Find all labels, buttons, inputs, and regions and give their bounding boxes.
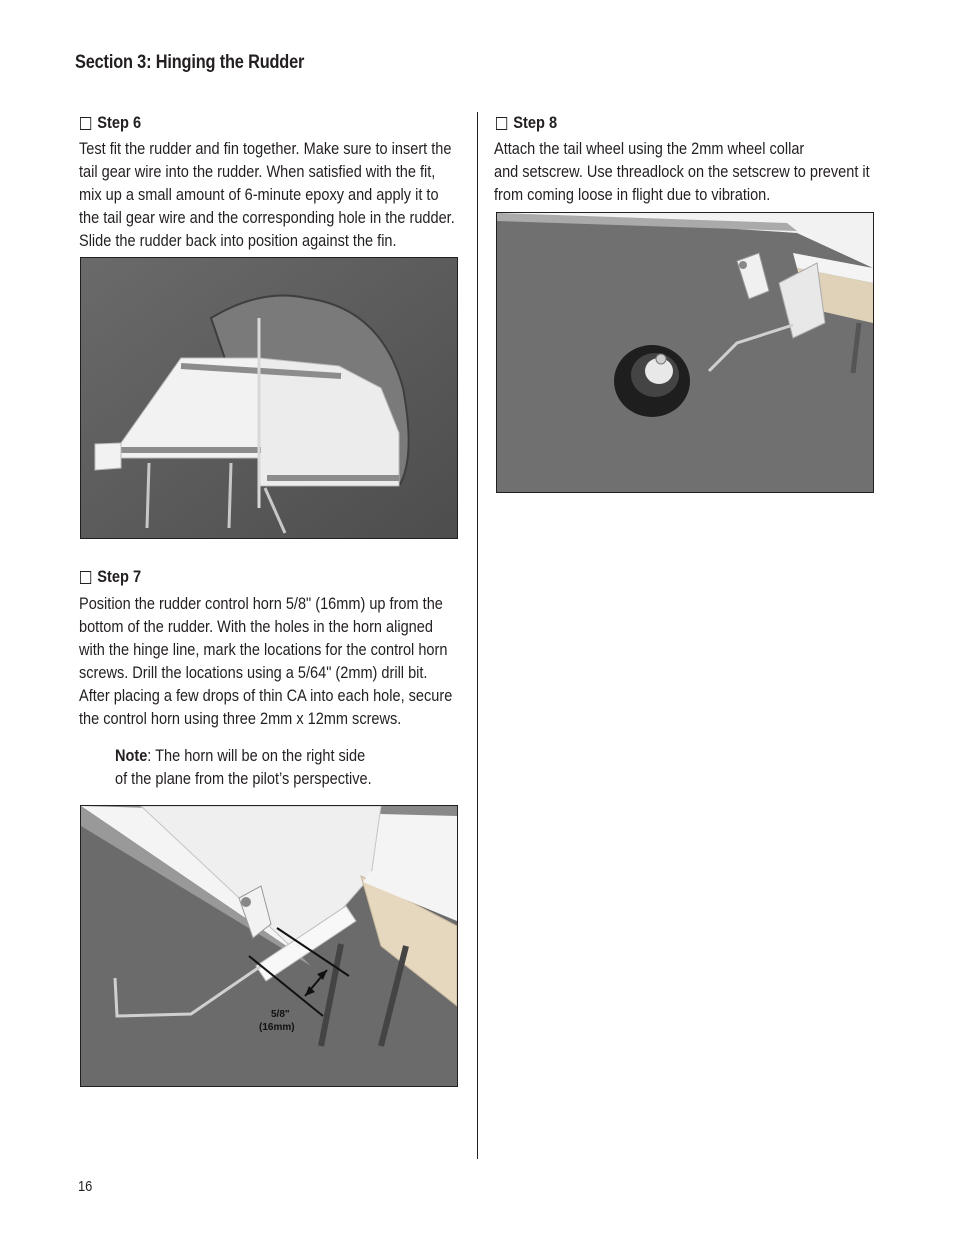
step-6-label: Step 6 xyxy=(97,113,142,132)
note-label: Note xyxy=(115,746,148,765)
step-7-line: After placing a few drops of thin CA into each hole, secure xyxy=(79,686,453,705)
tail-wheel-photo xyxy=(496,212,874,493)
step-8-text xyxy=(494,137,870,206)
step-7-text xyxy=(79,592,452,730)
step-7-line: Position the rudder control horn 5/8" (16mm) up from the xyxy=(79,594,443,613)
step-8-line: and setscrew. Use threadlock on the setscrew to prevent it xyxy=(494,162,870,181)
step-6-line: Slide the rudder back into position against the fin. xyxy=(79,231,397,250)
control-horn-photo xyxy=(80,805,458,1087)
step-7-label: Step 7 xyxy=(97,567,142,586)
step-7-line: with the hinge line, mark the locations for the control horn xyxy=(79,640,448,659)
step-7-line: bottom of the rudder. With the holes in the horn aligned xyxy=(79,617,433,636)
step-7-checkbox[interactable] xyxy=(80,571,91,584)
step-7-line: screws. Drill the locations using a 5/64" (2mm) drill bit. xyxy=(79,663,428,682)
step-6-line: tail gear wire into the rudder. When satisfied with the fit, xyxy=(79,162,436,181)
step-8-line: Attach the tail wheel using the 2mm wheel collar xyxy=(494,139,805,158)
step-6-line: mix up a small amount of 6-minute epoxy and apply it to xyxy=(79,185,439,204)
step-8-label: Step 8 xyxy=(513,113,558,132)
step-6-checkbox[interactable] xyxy=(80,117,91,130)
note-line-1: : The horn will be on the right side xyxy=(147,746,366,765)
note-line-2: of the plane from the pilot’s perspective. xyxy=(115,769,372,788)
step-7-heading xyxy=(80,567,141,587)
column-divider xyxy=(477,112,478,1159)
step-7-line: the control horn using three 2mm x 12mm screws. xyxy=(79,709,402,728)
step-6-text xyxy=(79,137,455,252)
rudder-fin-photo xyxy=(80,257,458,539)
step-8-heading xyxy=(496,113,557,133)
step-7-note xyxy=(115,744,372,790)
step-8-line: from coming loose in flight due to vibration. xyxy=(494,185,771,204)
step-6-heading xyxy=(80,113,141,133)
step-6-line: the tail gear wire and the corresponding hole in the rudder. xyxy=(79,208,455,227)
page-number: 16 xyxy=(78,1178,93,1195)
section-title: Section 3: Hinging the Rudder xyxy=(75,52,305,73)
step-6-line: Test fit the rudder and fin together. Make sure to insert the xyxy=(79,139,452,158)
callout-16mm: (16mm) xyxy=(259,1022,295,1033)
step-8-checkbox[interactable] xyxy=(496,117,507,130)
callout-5-8: 5/8" xyxy=(271,1009,290,1020)
